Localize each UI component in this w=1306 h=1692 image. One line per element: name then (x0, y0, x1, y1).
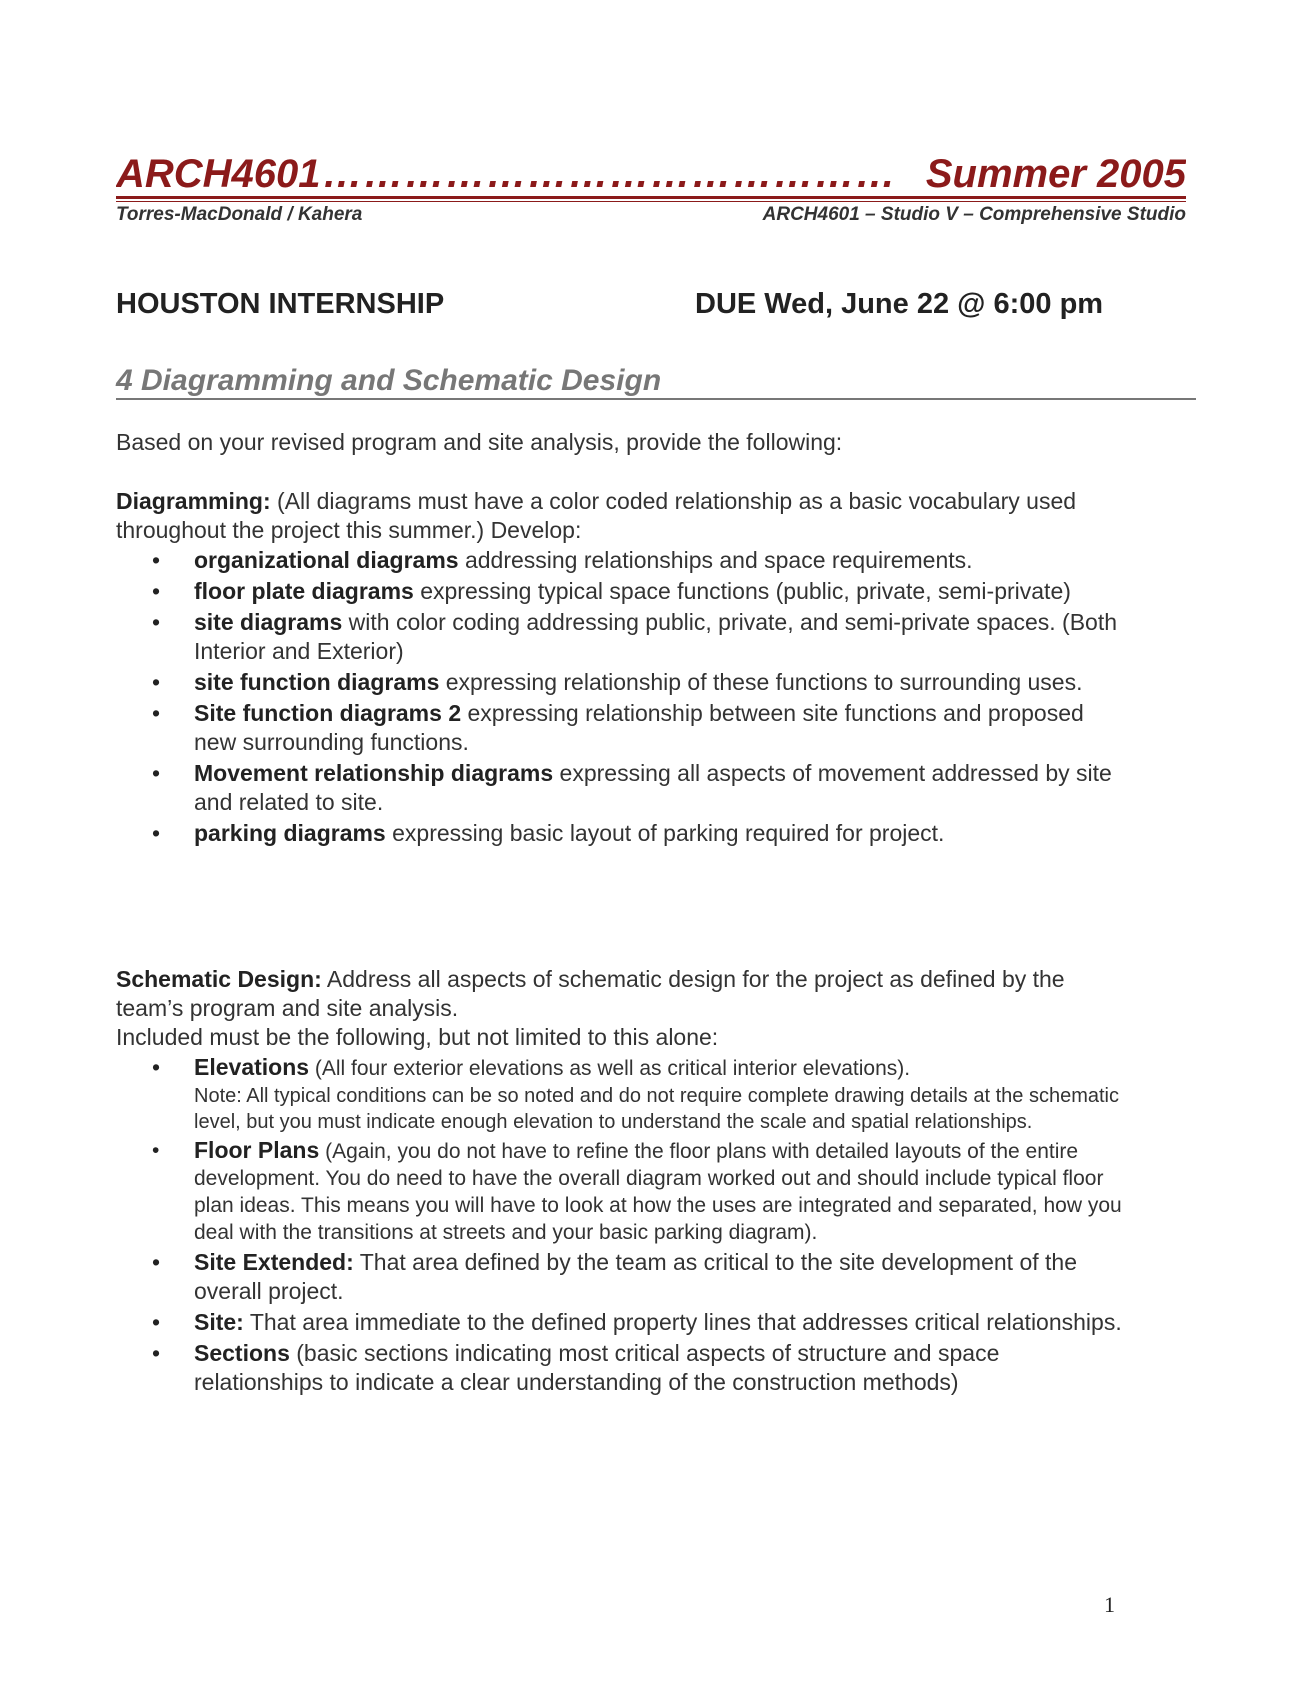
course-full-title: ARCH4601 – Studio V – Comprehensive Studio (762, 204, 1186, 225)
item-term: Site function diagrams 2 (194, 700, 462, 726)
schematic-paragraph (116, 965, 1116, 1052)
schematic-list (116, 1053, 1126, 1399)
item-text: (All four exterior elevations as well as critical interior elevations). (309, 1057, 911, 1080)
list-item (116, 608, 1126, 666)
list-item (116, 1308, 1126, 1337)
list-item (116, 577, 1126, 606)
item-term: Movement relationship diagrams (194, 760, 554, 786)
diagramming-list (116, 546, 1126, 850)
item-term: organizational diagrams (194, 547, 459, 573)
list-item (116, 1339, 1126, 1397)
assignment-title: HOUSTON INTERNSHIP (116, 288, 445, 320)
item-term: Floor Plans (194, 1137, 320, 1163)
intro-paragraph: Based on your revised program and site analysis, provide the following: (116, 429, 843, 455)
item-text: expressing typical space functions (public, private, semi-private) (413, 578, 1071, 604)
list-item (116, 819, 1126, 848)
item-text: expressing all aspects of movement addressed by site and related to site. (194, 760, 1112, 815)
item-term: Site Extended: (194, 1249, 354, 1275)
item-note: Note: All typical conditions can be so noted and do not require complete drawing details at the schematic level, but you must indicate enough elevation to understand the scale and spatial relationships. (194, 1085, 1119, 1133)
item-term: Site: (194, 1309, 244, 1335)
item-text: That area immediate to the defined property lines that addresses critical relationships. (243, 1309, 1122, 1335)
list-item (116, 1137, 1126, 1246)
item-text: (Again, you do not have to refine the floor plans with detailed layouts of the entire development. You do need to have the overall diagram worked out and should include typical floor plan ideas. This means you will have to look at how the uses are integrated and separated, how you deal with the transitions at streets and your basic parking diagram). (194, 1140, 1122, 1244)
item-term: site function diagrams (194, 669, 440, 695)
item-term: Elevations (194, 1054, 310, 1080)
page-number: 1 (1104, 1592, 1115, 1617)
list-item (116, 699, 1126, 757)
header-rule-thick (116, 196, 1186, 199)
item-term: site diagrams (194, 609, 343, 635)
item-text: expressing relationship between site functions and proposed new surrounding functions. (194, 700, 1084, 755)
list-item (116, 1053, 1126, 1135)
item-term: parking diagrams (194, 820, 386, 846)
list-item (116, 668, 1126, 697)
schematic-label: Schematic Design: (116, 966, 322, 992)
diagramming-paragraph (116, 487, 1116, 545)
section-rule (116, 398, 1196, 400)
instructors: Torres-MacDonald / Kahera (116, 204, 363, 225)
list-item (116, 759, 1126, 817)
due-date: DUE Wed, June 22 @ 6:00 pm (695, 288, 1104, 320)
item-term: floor plate diagrams (194, 578, 414, 604)
course-term: Summer 2005 (925, 152, 1186, 196)
item-text: expressing basic layout of parking required for project. (385, 820, 945, 846)
header-dot-leader: …………………………………… (322, 152, 897, 196)
diagramming-text: (All diagrams must have a color coded relationship as a basic vocabulary used throughout the project this summer.) Develop: (116, 488, 1077, 543)
list-item (116, 546, 1126, 575)
header-subline (116, 204, 1186, 226)
schematic-text-2: Included must be the following, but not limited to this alone: (116, 1024, 719, 1050)
schematic-text: Address all aspects of schematic design for the project as defined by the team’s program and site analysis. (116, 966, 1065, 1021)
item-text: expressing relationship of these functions to surrounding uses. (439, 669, 1083, 695)
item-text: (basic sections indicating most critical aspects of structure and space relationships to indicate a clear understanding of the construction methods) (194, 1340, 1000, 1395)
course-code: ARCH4601 (116, 152, 321, 196)
item-term: Sections (194, 1340, 290, 1366)
section-title: 4 Diagramming and Schematic Design (116, 364, 662, 397)
header-rule-thin (116, 201, 1186, 202)
item-text: That area defined by the team as critical to the site development of the overall project. (194, 1249, 1077, 1304)
diagramming-label: Diagramming: (116, 488, 271, 514)
course-header (116, 152, 1186, 197)
item-text: with color coding addressing public, private, and semi-private spaces. (Both Interior and Exterior) (194, 609, 1118, 664)
item-text: addressing relationships and space requirements. (458, 547, 973, 573)
list-item (116, 1248, 1126, 1306)
